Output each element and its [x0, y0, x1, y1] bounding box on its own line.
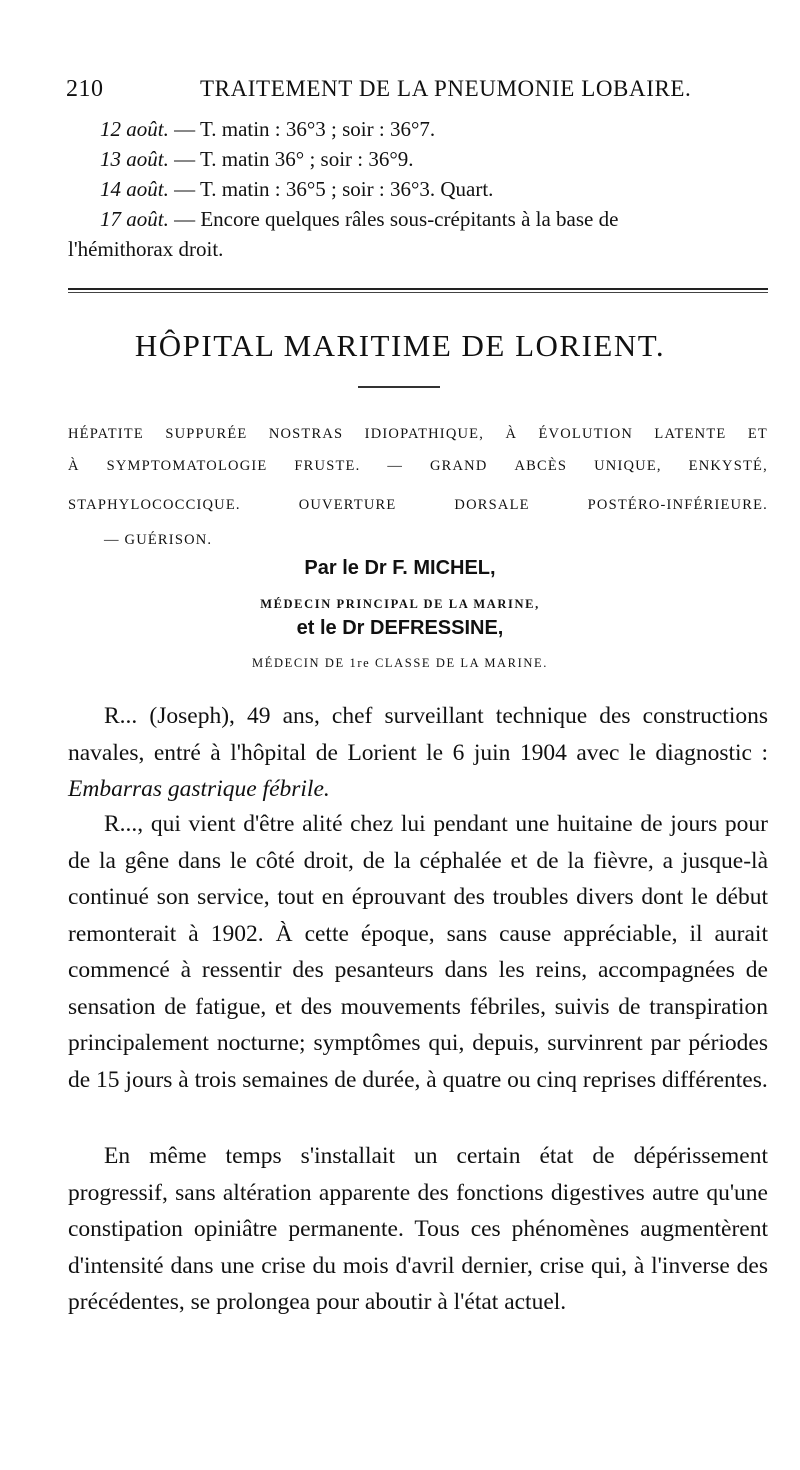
- subtitle-word: STAPHYLOCOCCIQUE.: [68, 497, 241, 513]
- subtitle-word: ABCÈS: [514, 458, 568, 474]
- subtitle-word: LATENTE: [654, 426, 727, 442]
- paragraph-3: [68, 1138, 768, 1321]
- author-1: Par le Dr F. MICHEL,: [304, 557, 496, 579]
- subtitle-word: SYMPTOMATOLOGIE: [106, 458, 268, 474]
- paragraph-3-text: En même temps s'installait un certain état de dépérissement progressif, sans altération apparente des fonctions digestives autre qu'une constipation opiniâtre permanente. Tous ces phénomènes augmentèrent d'intensité dans une crise du mois d'avril dernier, crise qui, à l'inverse des précédentes, se prolongea pour aboutir à l'état actuel.: [68, 1143, 768, 1315]
- subtitle-word: SUPPURÉE: [165, 426, 248, 442]
- log-entry: [100, 174, 765, 204]
- subtitle-word: OUVERTURE: [298, 497, 397, 513]
- entry-date: 13 août.: [100, 147, 169, 171]
- entry-date: 12 août.: [100, 117, 169, 141]
- paragraph-2-text: R..., qui vient d'être alité chez lui pendant une huitaine de jours pour de la gêne dans le côté droit, de la céphalée et de la fièvre, a jusque-là continué son service, tout en éprouvant des troubles divers dont le début remonterait à 1902. À cette époque, sans cause appréciable, il aurait commencé à ressentir des pesanteurs dans les reins, accompagnées de sensation de fatigue, et des mouvements fébriles, suivis de transpiration principalement nocturne; symptômes qui, depuis, survinrent par périodes de 15 jours à trois semaines de durée, à quatre ou cinq reprises différentes.: [68, 811, 768, 1093]
- subtitle-word: UNIQUE,: [594, 458, 662, 474]
- running-title: TRAITEMENT DE LA PNEUMONIE LOBAIRE.: [200, 76, 692, 101]
- subtitle-line-3: [68, 497, 768, 514]
- title-underline: [358, 386, 440, 388]
- subtitle-word: POSTÉRO-INFÉRIEURE.: [587, 497, 768, 513]
- paragraph-1-text: R... (Joseph), 49 ans, chef surveillant technique des constructions navales, entré à l'hôpital de Lorient le 6 juin 1904 avec le diagnostic :: [68, 703, 768, 766]
- section-title: HÔPITAL MARITIME DE LORIENT.: [134, 328, 666, 363]
- entry-date: 17 août.: [100, 207, 169, 231]
- subtitle-word: HÉPATITE: [68, 426, 144, 442]
- log-entry: [100, 144, 765, 174]
- subtitle-word: NOSTRAS: [268, 426, 344, 442]
- entry-text: — T. matin : 36°5 ; soir : 36°3. Quart.: [168, 177, 494, 201]
- subtitle-line-4: — GUÉRISON.: [104, 532, 213, 548]
- author-2-role: MÉDECIN DE 1re CLASSE DE LA MARINE.: [252, 656, 548, 670]
- paragraph-2: [68, 806, 768, 1098]
- section-divider-thin: [68, 292, 768, 293]
- author-1-role: MÉDECIN PRINCIPAL DE LA MARINE,: [260, 597, 540, 611]
- log-entry: [100, 114, 765, 144]
- log-entry: [100, 204, 765, 234]
- entry-text: — T. matin : 36°3 ; soir : 36°7.: [168, 117, 436, 141]
- entry-text: — Encore quelques râles sous-crépitants à la base de: [168, 207, 619, 231]
- subtitle-word: GRAND: [429, 458, 488, 474]
- subtitle-word: ÉVOLUTION: [538, 426, 634, 442]
- entry-text: — T. matin 36° ; soir : 36°9.: [168, 147, 414, 171]
- running-header: [66, 76, 756, 106]
- subtitle-line-2: [68, 458, 768, 475]
- entry-continuation: l'hémithorax droit.: [68, 237, 224, 261]
- subtitle-word: DORSALE: [454, 497, 530, 513]
- subtitle-word: ET: [747, 426, 768, 442]
- page-number: 210: [66, 76, 104, 102]
- subtitle-line-1: [68, 426, 768, 443]
- diagnosis-italic: Embarras gastrique fébrile.: [68, 776, 330, 802]
- subtitle-word: À: [505, 426, 518, 442]
- subtitle-word: IDIOPATHIQUE,: [364, 426, 485, 442]
- paragraph-1: [68, 698, 768, 808]
- entry-date: 14 août.: [100, 177, 169, 201]
- subtitle-word: À: [68, 458, 80, 474]
- subtitle-word: —: [387, 458, 404, 474]
- subtitle-word: ENKYSTÉ,: [688, 458, 768, 474]
- section-divider: [68, 288, 768, 290]
- subtitle-word: FRUSTE.: [294, 458, 361, 474]
- author-2: et le Dr DEFRESSINE,: [296, 617, 504, 639]
